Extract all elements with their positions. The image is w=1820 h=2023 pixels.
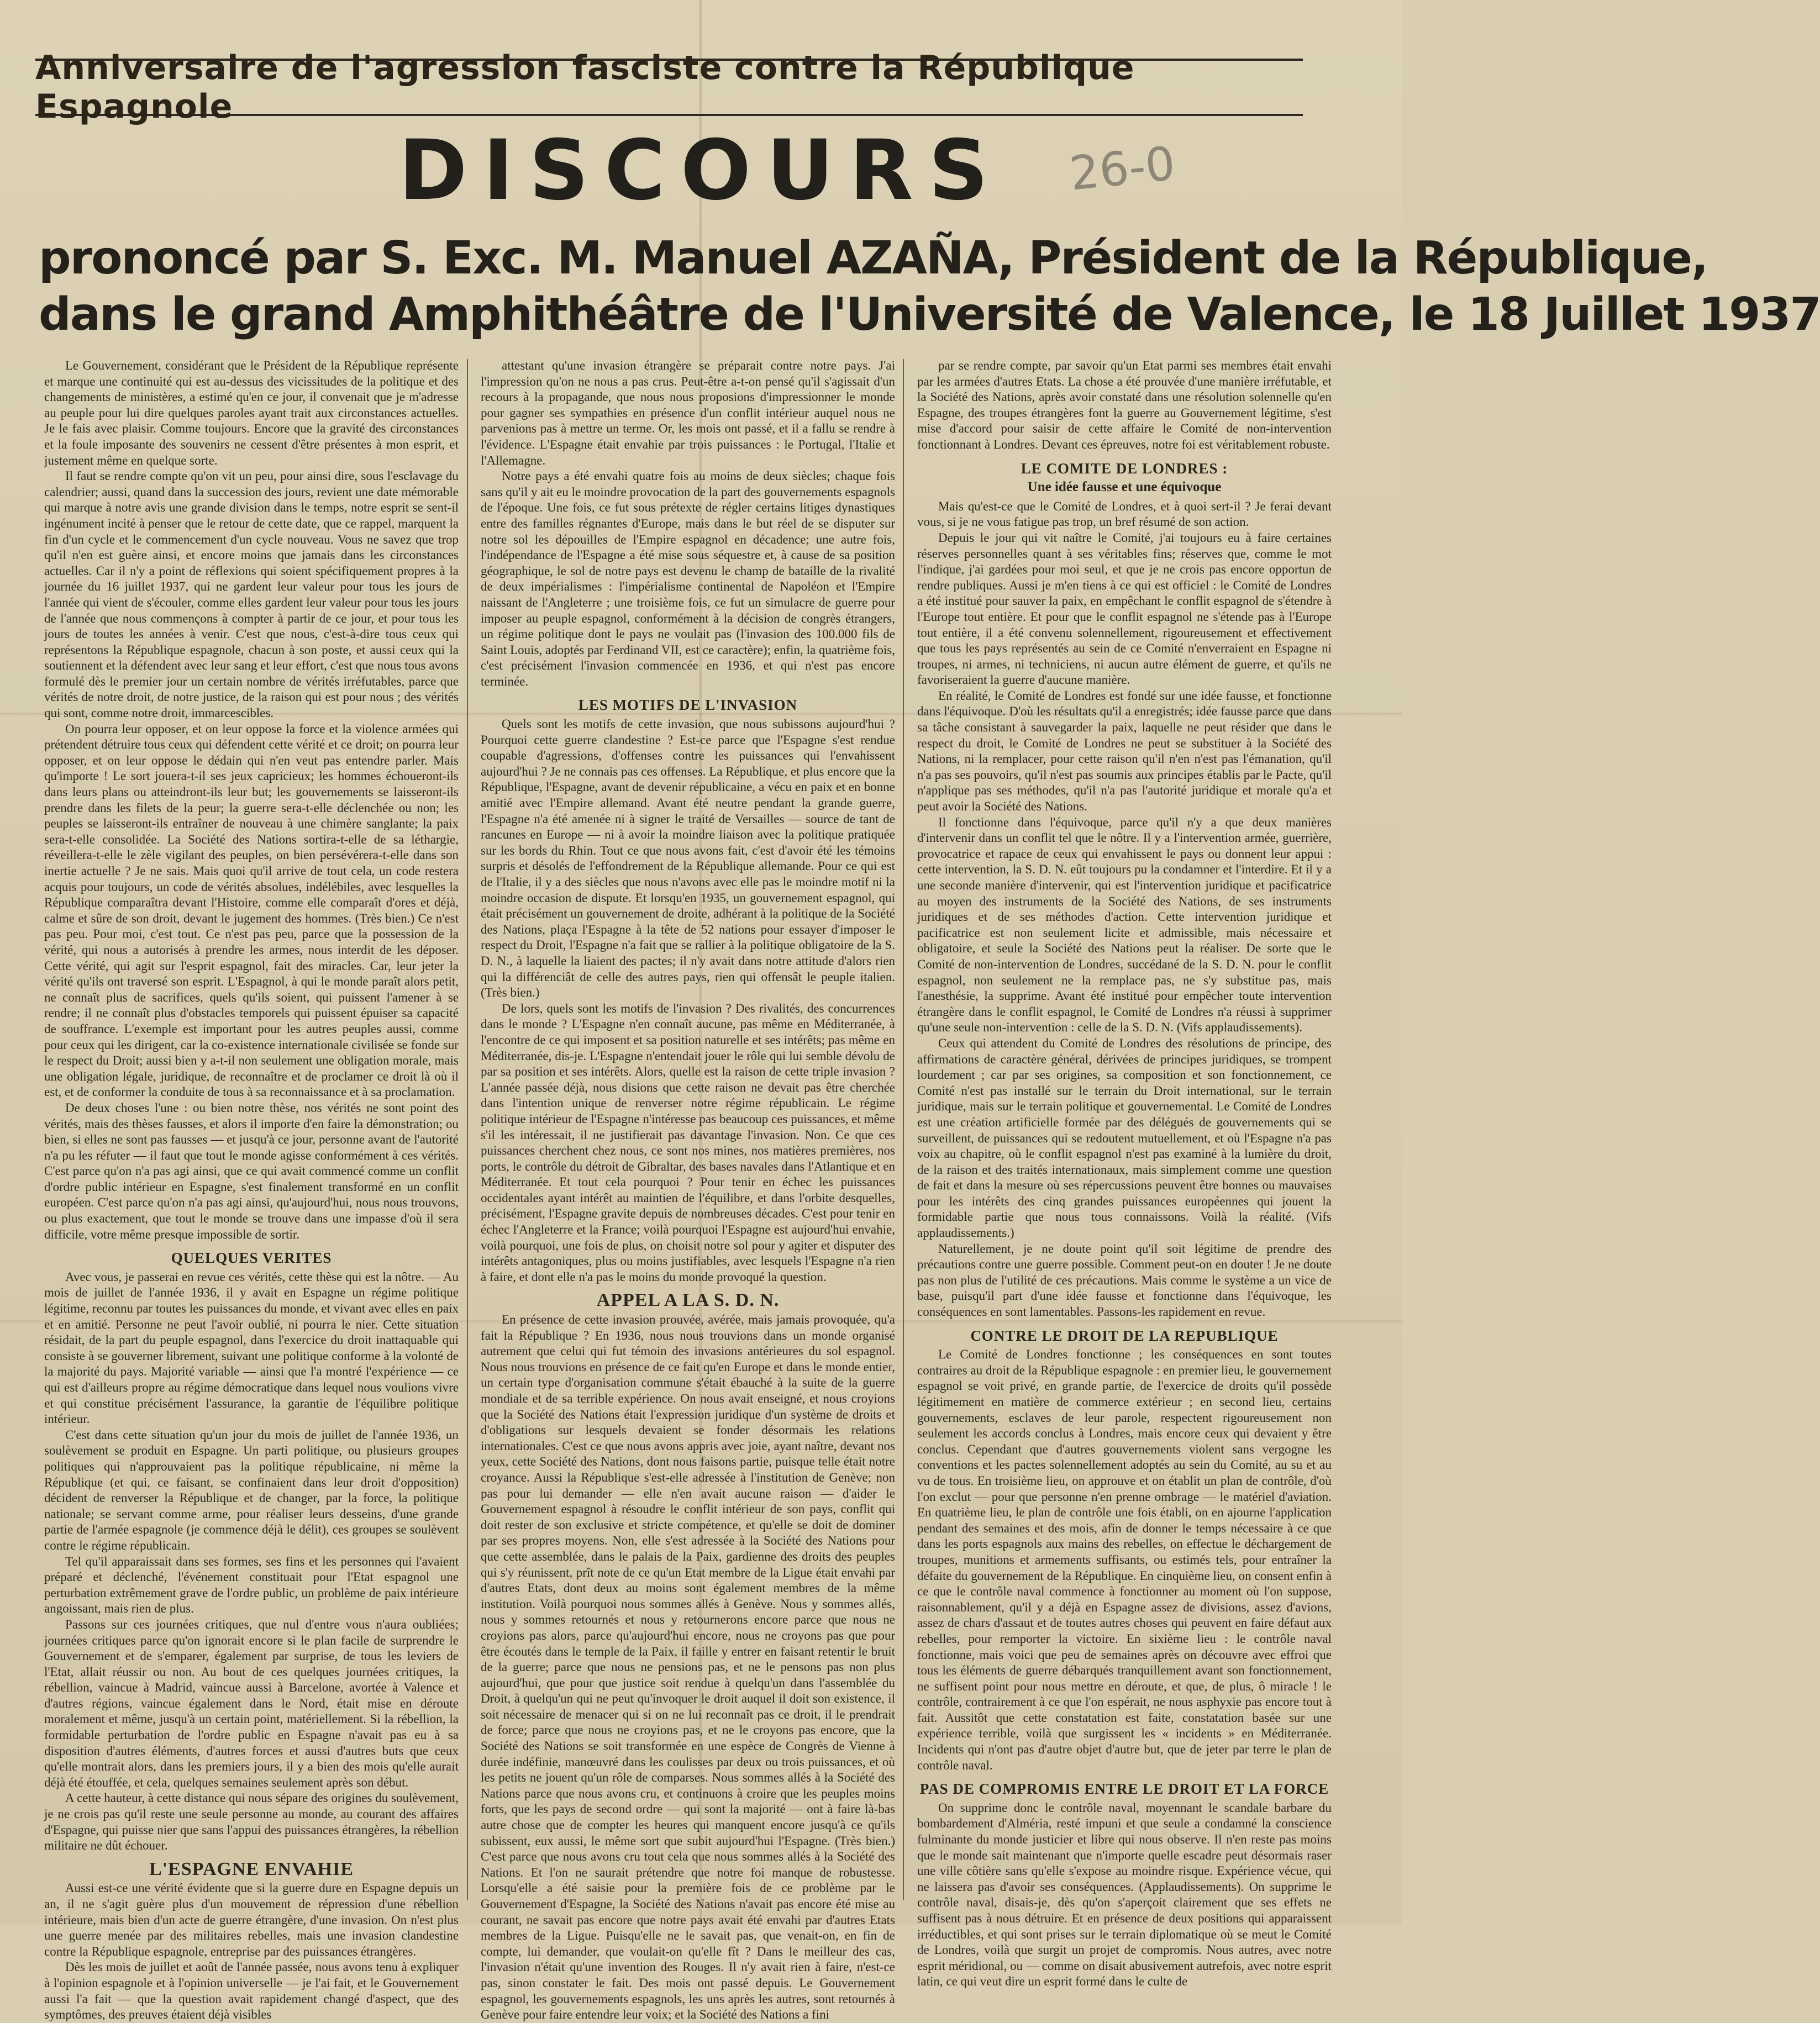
- column-1: [44, 358, 459, 2022]
- column-3-section-2: [917, 1347, 1332, 1773]
- paragraph: On pourra leur opposer, et on leur oppose la force et la violence armées qui prétendent détruire tous ceux qui défendent cette vérité et ce droit; on pourra leur opposer, et on leur oppose le dédain qui n'en veut pas entendre parler. Mais qu'importe ! Le sort jouera-t-il ses jeux capricieux; les hommes échoueront-ils dans leurs plans ou atteindront-ils leur but; les gouvernements se laisseront-ils prendre dans les filets de la peur; la guerre sera-t-elle déclenchée ou non; les peuples se laisseront-ils entraîner de nouveau à une chimère sanglante; la paix sera-t-elle consolidée. La Société des Nations sortira-t-elle de sa léthargie, réveillera-t-elle le zèle vigilant des peuples, on bien persévérera-t-elle dans son inertie actuelle ? Je ne sais. Mais quoi qu'il arrive de tout cela, un code restera acquis pour toujours, un code de vérités absolues, indélébiles, avec lesquelles la République comparaîtra devant l'Histoire, comme elle comparaît d'ores et déjà, calme et sûre de son droit, devant le jugement des hommes. (Très bien.) Ce n'est pas peu. Pour moi, c'est tout. Ce n'est pas peu, parce que la possession de la vérité, qui nous a autorisés à prendre les armes, nous interdit de les déposer. Cette vérité, qui agit sur l'esprit espagnol, fait des miracles. Car, leur jeter la vérité qu'ils ont traversé son esprit. L'Espagnol, à qui le monde paraît alors petit, ne connaît plus de sacrifices, quels qu'ils soient, qui puissent l'amener à se rendre; il ne connaît plus d'obstacles temporels qui puissent épuiser sa capacité de souffrance. L'exemple est important pour les autres peuples aussi, comme pour ceux qui les dirigent, car la co-existence internationale civilisée se fonde sur le respect du Droit; aussi bien y a-t-il non seulement une obligation morale, mais une obligation légale, juridique, de reconnaître et de proclamer ce droit là où il est, et de conformer la conduite de tous à sa reconnaissance et à sa proclamation.: [44, 721, 459, 1099]
- paragraph: Il faut se rendre compte qu'on vit un peu, pour ainsi dire, sous l'esclavage du calendrier; aussi, quand dans la succession des jours, revient une date mémorable qui marque à notre avis une grande division dans le temps, notre esprit se sent-il ingénument incité à penser que le retour de cette date, que ce rappel, marquent la fin d'un cycle et le commencement d'un cycle nouveau. Vous ne savez que trop qu'il n'en est guère ainsi, et encore moins que jamais dans les circonstances actuelles. Car il n'y a point de réflexions qui soient spécifiquement propres à la journée du 16 juillet 1937, qui ne gardent leur valeur pour tous les jours de l'année qui vient de s'écouler, comme elles gardent leur valeur pour tous les jours de l'année que nous commençons à compter à partir de ce jour, et pour tous les jours de toutes les années à venir. C'est que nous, c'est-à-dire tous ceux qui représentons la République espagnole, chacun à son poste, et aussi ceux qui la soutiennent et la défendent avec leur sang et leur effort, c'est que nous tous avons formulé dès le premier jour un certain nombre de vérités irréfutables, parce que vérités de notre droit, de notre justice, de la raison qui est pour nous ; des vérités qui sont, comme notre droit, immarcescibles.: [44, 469, 459, 720]
- handwritten-number: 26-0: [1067, 136, 1178, 201]
- column-2-section-1: [481, 717, 895, 1285]
- paragraph: A cette hauteur, à cette distance qui nous sépare des origines du soulèvement, je ne crois pas qu'il reste une seule personne au monde, au courant des affaires d'Espagne, qui puisse nier que sans l'appui des puissances étrangères, la rébellion militaire ne dût échouer.: [44, 1791, 459, 1853]
- subtitle-line-2: dans le grand Amphithéâtre de l'Université de Valence, le 18 Juillet 1937: [39, 288, 1820, 341]
- column-2-section-2: [481, 1312, 895, 2023]
- section-heading: CONTRE LE DROIT DE LA REPUBLIQUE: [970, 1327, 1279, 1344]
- paragraph: Il fonctionne dans l'équivoque, parce qu'il n'y a que deux manières d'intervenir dans un conflit tel que le nôtre. Il y a l'intervention armée, guerrière, provocatrice et rapace de ceux qui envahissent le pays ou donnent leur appui : cette intervention, la S. D. N. eût toujours pu la condamner et l'interdire. Et il y a une seconde manière d'intervenir, qui est l'intervention juridique et pacificatrice au moyen des instruments de la Société des Nations, de ses instruments juridiques et de ses méthodes d'action. Cette intervention juridique et pacificatrice est non seulement licite et admissible, mais nécessaire et obligatoire, et seule la Société des Nations peut la réaliser. De sorte que le Comité de non-intervention de Londres, succédané de la S. D. N. pour le conflit espagnol, non seulement ne la remplace pas, ne s'y substitue pas, mais l'anesthésie, la supprime. Avant été institué pour empêcher toute intervention étrangère dans le conflit espagnol, le Comité de Londres n'a réussi à supprimer qu'une seule non-intervention : celle de la S. D. N. (Vifs applaudissements).: [917, 815, 1332, 1035]
- column-divider: [903, 359, 904, 1900]
- paragraph: Dès les mois de juillet et août de l'année passée, nous avons tenu à expliquer à l'opinion espagnole et à l'opinion universelle — je l'ai fait, et le Gouvernement aussi l'a fait — que la question avait rapidement changé d'aspect, que des symptômes, des preuves étaient déjà visibles: [44, 1960, 459, 2022]
- paragraph: De deux choses l'une : ou bien notre thèse, nos vérités ne sont point des vérités, mais des thèses fausses, et alors il importe d'en faire la démonstration; ou bien, si elles ne sont pas fausses — et jusqu'à ce jour, personne avant de l'autorité n'a pu les réfuter — il faut que tout le monde agisse conformément à ces vérités. C'est parce qu'on n'a pas agi ainsi, que ce qui avait commencé comme un conflit d'ordre public intérieur en Espagne, s'est finalement transformé en un conflit européen. C'est parce qu'on n'a pas agi ainsi, qu'aujourd'hui, nous nous trouvons, ou plus exactement, que tout le monde se trouve dans une impasse d'où il sera difficile, votre même presque impossible de sortir.: [44, 1100, 459, 1241]
- column-1-section-2: [44, 1880, 459, 2022]
- paragraph: attestant qu'une invasion étrangère se préparait contre notre pays. J'ai l'impression qu'on ne nous a pas crus. Peut-être a-t-on pensé qu'il s'agissait d'un recours à la propagande, que nous nous proposions d'impressionner le monde pour gagner ses sympathies en présence d'un conflit intérieur auquel nous ne parvenions pas à mettre un terme. Or, les mois ont passé, et il a fallu se rendre à l'évidence. L'Espagne était envahie par trois puissances : le Portugal, l'Italie et l'Allemagne.: [481, 359, 895, 467]
- paragraph: Avec vous, je passerai en revue ces vérités, cette thèse qui est la nôtre. — Au mois de juillet de l'année 1936, il y avait en Espagne un régime politique légitime, reconnu par toutes les puissances du monde, et vivant avec elles en paix et en amitié. Personne ne peut l'avoir oublié, ni pourra le nier. Cette situation résidait, de la part du peuple espagnol, dans l'exercice du droit inattaquable qui consiste à se gouverner librement, suivant une politique conforme à la volonté de la majorité du pays. Majorité variable — ainsi que l'a montré l'expérience — ce qui est d'ailleurs propre au régime démocratique dans lequel nous voulions vivre et qui constitue précisément l'assurance, la garantie de l'équilibre politique intérieur.: [44, 1269, 459, 1426]
- paragraph: Mais qu'est-ce que le Comité de Londres, et à quoi sert-il ? Je ferai devant vous, si je ne vous fatigue pas trop, un bref résumé de son action.: [917, 499, 1332, 529]
- banner-text: Anniversaire de l'agression fasciste contre la République Espagnole: [35, 49, 1135, 126]
- paragraph: Depuis le jour qui vit naître le Comité, j'ai toujours eu à faire certaines réserves personnelles quant à ses véritables fins; réserves que, comme le mot l'indique, j'ai gardées pour moi seul, et que je ne crois pas encore opportun de rendre publiques. Aussi je m'en tiens à ce qui est officiel : le Comité de Londres a été institué pour sauver la paix, en empêchant le conflit espagnol de s'étendre à l'Europe tout entière. Et pour que le conflit espagnol ne s'étende pas à l'Europe tout entière, il a été convenu solennellement, rigoureusement et effectivement que tous les pays représentés au sein de ce Comité n'enverraient en Espagne ni troupes, ni armes, ni techniciens, ni aucun autre élément de guerre, et qu'ils ne favoriseraient la guerre d'aucune manière.: [917, 530, 1332, 687]
- section-subheading: Une idée fausse et une équivoque: [1027, 480, 1222, 495]
- section-heading: QUELQUES VERITES: [171, 1250, 332, 1267]
- column-1-section-1: [44, 1269, 459, 1854]
- paragraph: par se rendre compte, par savoir qu'un Etat parmi ses membres était envahi par les armées d'autres Etats. La chose a été prouvée d'une manière irréfutable, et la Société des Nations, après avoir constaté dans une résolution solennelle qu'en Espagne, des troupes étrangères font la guerre au Gouvernement légitime, s'est mise d'accord pour saisir de cette affaire le Comité de non-intervention fonctionnant à Londres. Devant ces épreuves, notre foi est véritablement robuste.: [917, 359, 1332, 451]
- paragraph: Ceux qui attendent du Comité de Londres des résolutions de principe, des affirmations de caractère général, dérivées de principes juridiques, se trompent lourdement ; car par ses origines, sa composition et son fonctionnement, ce Comité n'est pas installé sur le terrain du Droit international, sur le terrain juridique, mais sur le terrain politique et gouvernemental. Le Comité de Londres est une création artificielle formée par des délégués de gouvernements qui se surveillent, de puissances qui se redoutent mutuellement, et où l'Espagne n'a pas voix au chapitre, où le conflit espagnol n'est pas examiné à la lumière du droit, de la raison et des traités internationaux, mais simplement comme une question de fait et dans la mesure où ses répercussions peuvent être bonnes ou mauvaises pour les intérêts des cinq grandes puissances européennes qui jouent la formidable partie que nous tous connaissons. Voilà la réalité. (Vifs applaudissements.): [917, 1036, 1332, 1240]
- paragraph: Naturellement, je ne doute point qu'il soit légitime de prendre des précautions contre une guerre possible. Comment peut-on en douter ! Je ne doute pas non plus de l'utilité de ces précautions. Mais comme le système a un vice de base, puisqu'il part d'une idée fausse et fonctionne dans l'équivoque, les conséquences en sont lamentables. Passons-les rapidement en revue.: [917, 1241, 1332, 1319]
- page-title: DISCOURS: [398, 123, 1004, 219]
- paragraph: De lors, quels sont les motifs de l'invasion ? Des rivalités, des concurrences dans le monde ? L'Espagne n'en connaît aucune, pas même en Méditerranée, à l'encontre de ce qui imposent et sa position naturelle et ses intérêts; pas même en Méditerranée, dis-je. L'Espagne n'entendait jouer le rôle qui lui semble dévolu de par sa position et ses intérêts. Alors, quelle est la raison de cette triple invasion ? L'année passée déjà, nous disions que cette raison ne devait pas être cherchée dans l'intention unique de renverser notre régime républicain. Le régime politique intérieur de l'Espagne n'intéresse pas beaucoup ces puissances, et même s'il les intéressait, il ne justifierait pas davantage l'invasion. Non. Ce que ces puissances cherchent chez nous, ce sont nos mines, nos matières premières, nos ports, le contrôle du détroit de Gibraltar, des bases navales dans l'Atlantique et en Méditerranée. Et tout cela pourquoi ? Pour tenir en échec les puissances occidentales ayant intérêt au maintien de l'équilibre, et dans l'orbite desquelles, précisément, l'Espagne gravite depuis de nombreuses décades. C'est pour tenir en échec l'Angleterre et la France; voilà pourquoi l'Espagne est aujourd'hui envahie, voilà pourquoi, une fois de plus, on choisit notre sol pour y agiter et disputer des intérêts antagoniques, plus ou moins justifiables, avec lesquels l'Espagne n'a rien à faire, et dont elle n'a pas le moins du monde provoqué la question.: [481, 1001, 895, 1284]
- subtitle-line-1: prononcé par S. Exc. M. Manuel AZAÑA, Président de la République,: [39, 232, 1708, 285]
- paragraph: En présence de cette invasion prouvée, avérée, mais jamais provoquée, qu'a fait la République ? En 1936, nous nous trouvions dans un monde organisé autrement que celui qui fut témoin des invasions antérieures du sol espagnol. Nous nous trouvions en présence de ce fait qu'en Europe et dans le monde entier, un certain type d'organisation commune s'était ébauché à la suite de la guerre mondiale et de sa terrible expérience. On nous avait enseigné, et nous croyions que la Société des Nations était l'expression juridique d'un système de droits et d'obligations sur lesquels devaient se fonder désormais les relations internationales. C'est ce que nous avons appris avec joie, ayant naître, devant nos yeux, cette Société des Nations, dont nous faisons partie, puisque telle était notre croyance. Aussi la République s'est-elle adressée à l'institution de Genève; non pas pour lui demander — elle n'en avait aucune raison — d'aider le Gouvernement espagnol à résoudre le conflit intérieur de son pays, conflit qui doit rester de son exclusive et stricte compétence, et qu'elle se doit de dominer par ses propres moyens. Non, elle s'est adressée à la Société des Nations pour que cette assemblée, dans le palais de la Paix, gardienne des droits des peuples qui s'y réunissent, prît note de ce qu'un Etat membre de la Ligue était envahi par d'autres Etats, dont deux au moins sont également membres de la même institution. Voilà pourquoi nous sommes allés à Genève. Nous y sommes allés, nous y sommes retournés et nous y retournerons encore parce que nous ne croyions pas alors, parce qu'aujourd'hui encore, nous ne croyons pas que pour être écoutés dans le temple de la Paix, il faille y entrer en faisant retentir le bruit de la guerre; parce que nous ne pensions pas, et ne le pensons pas non plus aujourd'hui, que pour que justice soit rendue à quelqu'un dans l'assemblée du Droit, à quelqu'un qui ne peut qu'invoquer le droit auquel il doit son existence, il soit nécessaire de menacer qui si on ne lui reconnaît pas ce droit, il le prendrait de force; parce que nous ne croyions pas, et ne le croyons pas encore, que la Société des Nations se soit transformée en une espèce de Congrès de Vienne à durée indéfinie, manœuvré dans les coulisses par deux ou trois puissances, et où les petits ne jouent qu'un rôle de comparses. Nous sommes allés à la Société des Nations parce que nous avons cru, et continuons à croire que les peuples moins forts, que les pays de second ordre — qui sont la majorité — ont à faire là-bas autre chose que de compter les heures qui manquent encore jusqu'à ce qu'ils subissent, eux aussi, le même sort que subit aujourd'hui l'Espagne. (Très bien.) C'est parce que nous avons cru tout cela que nous sommes allés à la Société des Nations. Et l'on ne saurait prétendre que notre foi manque de robustesse. Lorsqu'elle a été saisie pour la première fois de ce problème par le Gouvernement d'Espagne, la Société des Nations n'avait pas encore été mise au courant, ne savait pas encore que notre pays avait été envahi par d'autres Etats membres de la Ligue. Puisqu'elle ne le savait pas, que venait-on, en fin de compte, lui demander, que voulait-on qu'elle fît ? Dans le meilleur des cas, l'invasion n'était qu'une invention des Rouges. Il n'y avait rien à faire, n'est-ce pas, sinon constater le fait. Des mois ont passé depuis. Le Gouvernement espagnol, les gouvernements espagnols, les uns après les autres, sont retournés à Genève pour faire entendre leur voix; et la Société des Nations a fini: [481, 1313, 895, 2022]
- column-divider: [467, 359, 468, 1900]
- column-3-section-3: [917, 1800, 1332, 1990]
- header-banner: [35, 49, 1303, 126]
- paragraph: C'est dans cette situation qu'un jour du mois de juillet de l'année 1936, un soulèvement se produit en Espagne. Un parti politique, ou plusieurs groupes politiques qui n'approuvaient pas la politique républicaine, ni même la République (et qui, ce faisant, se confinaient dans leur droit d'opposition) décident de renverser la République et de changer, par la force, la politique nationale; se servant comme arme, pour réaliser leurs desseins, d'une grande partie de l'armée espagnole (je commence déjà le délit), ces groupes se soulèvent contre le régime républicain.: [44, 1427, 459, 1552]
- paragraph: Notre pays a été envahi quatre fois au moins de deux siècles; chaque fois sans qu'il y ait eu le moindre provocation de la part des gouvernements espagnols de l'époque. Une fois, ce fut sous prétexte de régler certains litiges dynastiques entre des familles régnantes d'Europe, mais dans le but réel de se disputer sur notre sol les dépouilles de l'Empire espagnol en décadence; une autre fois, l'indépendance de l'Espagne a été mise sous séquestre et, à cause de sa position géographique, le sol de notre pays est devenu le champ de bataille de la rivalité de deux impérialismes : l'impérialisme continental de Napoléon et l'Empire naissant de l'Angleterre ; une troisième fois, ce fut un simulacre de guerre pour imposer au peuple espagnol, conformément à la décision de congrès étrangers, un régime politique dont le pays ne voulait pas (l'invasion des 100.000 fils de Saint Louis, adoptés par Ferdinand VII, est ce caractère); enfin, la quatrième fois, c'est précisément l'invasion commencée en 1936, et qui n'est pas encore terminée.: [481, 469, 895, 688]
- paragraph: Passons sur ces journées critiques, que nul d'entre vous n'aura oubliées; journées critiques parce qu'on ignorait encore si le plan facile de surprendre le Gouvernement et de s'emparer, également par surprise, de tous les leviers de l'Etat, allait réussir ou non. Au bout de ces quelques journées critiques, la rébellion, vaincue à Madrid, vaincue aussi à Barcelone, avortée à Valence et d'autres régions, vaincue également dans le Nord, était mise en déroute moralement et même, jusqu'à un certain point, matériellement. Si la rébellion, la formidable perturbation de l'ordre public en Espagne n'avait pas eu à sa disposition d'autres éléments, d'autres forces et aussi d'autres buts que ceux qu'elle montrait alors, dans les premiers jours, il y a bien des mois qu'elle aurait déjà été étouffée, et cela, quelques semaines seulement après son début.: [44, 1617, 459, 1789]
- section-heading: APPEL A LA S. D. N.: [596, 1290, 780, 1311]
- paragraph: Aussi est-ce une vérité évidente que si la guerre dure en Espagne depuis un an, il ne s'agit guère plus d'un mouvement de répression d'une rébellion intérieure, mais bien d'un acte de guerre étrangère, d'une invasion. On n'est plus une guerre menée par des militaires rebelles, mais une invasion clandestine contre la République espagnole, entreprise par des puissances étrangères.: [44, 1881, 459, 1958]
- paragraph: Le Gouvernement, considérant que le Président de la République représente et marque une continuité qui est au-dessus des vicissitudes de la politique et des changements de ministères, a estimé qu'en ce jour, il convenait que je m'adresse au peuple pour lui dire quelques paroles ayant trait aux circonstances actuelles. Je le fais avec plaisir. Comme toujours. Encore que la gravité des circonstances et la foule imposante des souvenirs ne cessent d'être présentes à mon esprit, et justement même en quelque sorte.: [44, 359, 459, 467]
- column-1-intro: [44, 358, 459, 1242]
- paragraph: En réalité, le Comité de Londres est fondé sur une idée fausse, et fonctionne dans l'équivoque. D'où les résultats qu'il a enregistrés; idée fausse parce que dans sa tâche consistant à sauvegarder la paix, laquelle ne peut résider que dans le respect du droit, le Comité de Londres ne peut se substituer à la Société des Nations, ni la remplacer, pour cette raison qu'il n'en n'est pas l'émanation, qu'il n'a pas ses pouvoirs, qu'il n'est pas soumis aux principes établis par le Pacte, qu'il n'applique pas ses méthodes, qu'il n'a pas l'autorité juridique et morale qu'a et peut avoir la Société des Nations.: [917, 688, 1332, 814]
- paragraph: On supprime donc le contrôle naval, moyennant le scandale barbare du bombardement d'Alméria, resté impuni et que seule a condamné la conscience fulminante du monde justicier et libre qui nous observe. Il n'en reste pas moins que le monde sait maintenant que n'importe quelle escadre peut désormais raser une ville côtière sans qu'elle s'expose au moindre risque. Expérience vécue, qui ne laissera pas d'avoir ses conséquences. (Applaudissements). On supprime le contrôle naval, disais-je, dès qu'on s'aperçoit clairement que ses effets ne suffisent pas à nous détruire. Et en présence de deux positions qui apparaissent irréductibles, et qui sont prises sur le terrain diplomatique où se meut le Comité de Londres, voilà que surgit un projet de compromis. Nous autres, avec notre esprit méridional, ou — comme on disait abusivement autrefois, avec notre esprit latin, ce qui veut dire un esprit formé dans le culte de: [917, 1800, 1332, 1989]
- column-3: [917, 358, 1332, 1989]
- column-2-intro: [481, 358, 895, 689]
- column-3-intro: [917, 358, 1332, 453]
- section-heading: LE COMITE DE LONDRES :: [1021, 460, 1228, 477]
- paragraph: Quels sont les motifs de cette invasion, que nous subissons aujourd'hui ? Pourquoi cette guerre clandestine ? Est-ce parce que l'Espagne s'est rendue coupable d'agressions, d'offenses contre les puissances qui l'envahissent aujourd'hui ? Je ne connais pas ces offenses. La République, et plus encore que la République, l'Espagne, avant de devenir républicaine, a vécu en paix et en bonne amitié avec l'Empire allemand. Avant été neutre pendant la grande guerre, l'Espagne n'a été amenée ni à signer le traité de Versailles — source de tant de rancunes en Europe — ni à avoir la moindre liaison avec la politique pratiquée sur les bords du Rhin. Tout ce que nous avons fait, c'est d'avoir été les témoins surpris et désolés de l'effondrement de la République allemande. Pour ce qui est de l'Italie, il y a des siècles que nous n'avons avec elle pas le moindre motif ni la moindre occasion de dispute. Et lorsqu'en 1935, un gouvernement espagnol, qui était précisément un gouvernement de droite, adhérant à la politique de la Société des Nations, plaça l'Espagne à la tête de 52 nations pour essayer d'imposer le respect du Droit, l'Espagne n'a fait que se rallier à la politique obligatoire de la S. D. N., à laquelle la liaient des pactes; il n'y avait dans notre attitude d'alors rien qui la différenciât de celle des autres pays, rien qui offensât le peuple italien. (Très bien.): [481, 717, 895, 1000]
- section-heading: LES MOTIFS DE L'INVASION: [578, 697, 798, 714]
- section-heading: PAS DE COMPROMIS ENTRE LE DROIT ET LA FORCE: [919, 1780, 1329, 1798]
- paragraph: Le Comité de Londres fonctionne ; les conséquences en sont toutes contraires au droit de la République espagnole : en premier lieu, le gouvernement espagnol se voit privé, en grande partie, de l'exercice de droits qu'il possède légitimement en matière de commerce extérieur ; en second lieu, certains gouvernements, esclaves de leur parole, respectent rigoureusement non seulement les accords conclus à Londres, mais encore ceux qui devaient y être conclus. Cependant que d'autres gouvernements violent sans vergogne les conventions et les pactes solennellement adoptés au sein du Comité, au su et au vu de tous. En troisième lieu, on approuve et on établit un plan de contrôle, d'où l'on exclut — pour que personne n'en prenne ombrage — le matériel d'aviation. En quatrième lieu, le plan de contrôle une fois établi, on en ajourne l'application pendant des semaines et des mois, afin de donner le temps nécessaire à ce que dans les ports espagnols aux mains des rebelles, on effectue le déchargement de troupes, munitions et armements suffisants, ou estimés tels, pour entraîner la défaite du gouvernement de la République. En cinquième lieu, on consent enfin à ce que le contrôle naval commence à fonctionner au moment où l'on suppose, raisonnablement, qu'il y a déjà en Espagne assez de divisions, assez d'avions, assez de chars d'assaut et de toutes autres choses qui peuvent en faire défaut aux rebelles, pour remporter la victoire. En sixième lieu : le contrôle naval fonctionne, mais voici que peu de semaines après on découvre avec effroi que tous les éléments de guerre débarqués tranquillement avant son fonctionnement, ne suffisent point pour nous mettre en déroute, et que, de plus, ô miracle ! le contrôle, contrairement à ce que l'on espérait, ne nous asphyxie pas encore tout à fait. Aussitôt que cette constatation est faite, constatation basée sur une expérience terrible, voilà que surgissent les « incidents » en Méditerranée. Incidents qui n'ont pas d'autre objet d'autre but, que de jeter par terre le plan de contrôle naval.: [917, 1347, 1332, 1772]
- paragraph: Tel qu'il apparaissait dans ses formes, ses fins et les personnes qui l'avaient préparé et déclenché, l'événement constituait pour l'Etat espagnol une perturbation extrêmement grave de l'ordre public, un problème de paix intérieure angoissant, mais rien de plus.: [44, 1554, 459, 1616]
- section-heading: L'ESPAGNE ENVAHIE: [149, 1858, 354, 1879]
- column-3-section-1: [917, 499, 1332, 1320]
- column-2: [481, 358, 895, 2022]
